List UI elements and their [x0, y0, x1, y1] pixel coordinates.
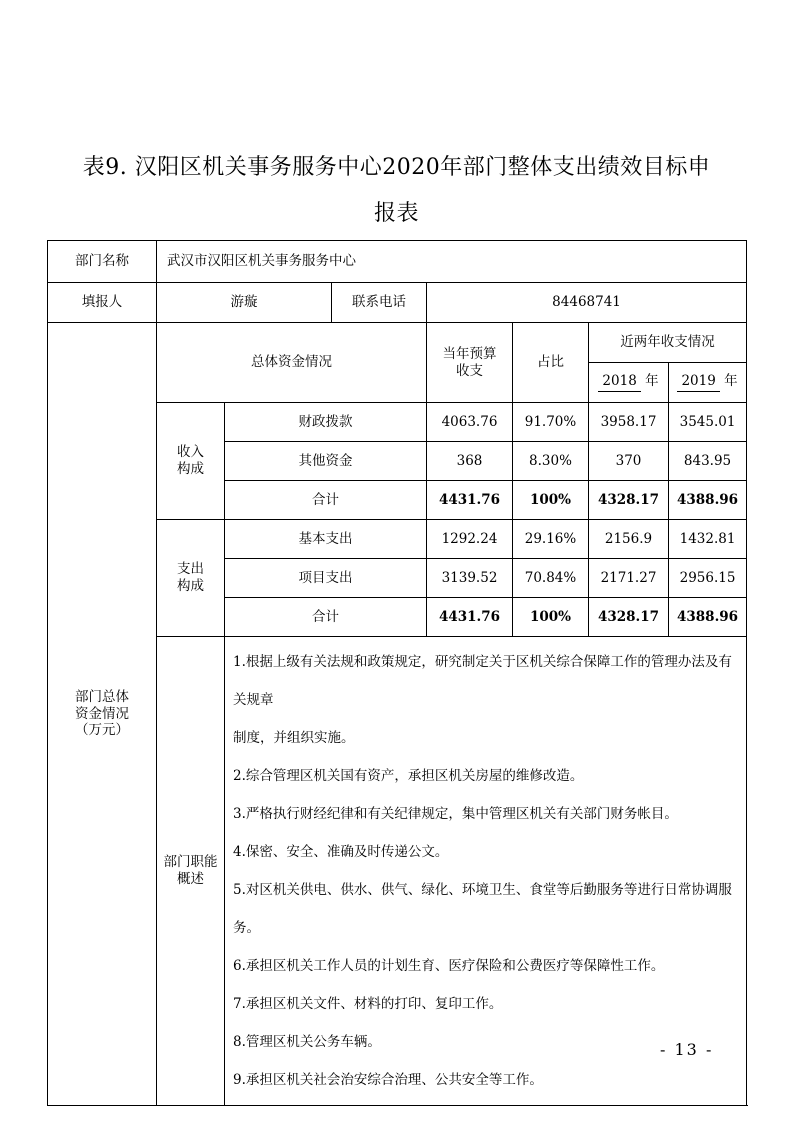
row-2018: 3958.17: [589, 403, 669, 442]
dept-label: 部门名称: [48, 241, 157, 283]
row-name: 财政拨款: [225, 403, 427, 442]
list-item: 3.严格执行财经纪律和有关纪律规定，集中管理区机关有关部门财务帐目。: [233, 806, 678, 822]
page-number: - 13 -: [660, 1040, 714, 1059]
funds-section-label-l1: 部门总体: [75, 688, 129, 705]
year-2019-value: 2019: [677, 373, 719, 392]
expense-label: [157, 520, 225, 637]
row-budget: 1292.24: [427, 520, 513, 559]
total-ratio: 100%: [513, 598, 589, 637]
year-2018-header: [589, 363, 669, 403]
year-2018-suffix: 年: [645, 373, 659, 390]
row-budget: 3139.52: [427, 559, 513, 598]
row-2019: 3545.01: [669, 403, 747, 442]
row-name: 其他资金: [225, 442, 427, 481]
row-ratio: 29.16%: [513, 520, 589, 559]
row-budget: 368: [427, 442, 513, 481]
filler-value: 游璇: [157, 283, 332, 323]
overall-funds-header: 总体资金情况: [157, 323, 427, 403]
row-budget: 4063.76: [427, 403, 513, 442]
row-2018: 2171.27: [589, 559, 669, 598]
total-2019: 4388.96: [669, 598, 747, 637]
list-item: 制度，并组织实施。: [233, 730, 355, 746]
year-2018-value: 2018: [598, 373, 640, 392]
year-2019-suffix: 年: [724, 373, 738, 390]
income-label-l1: 收入: [177, 444, 204, 461]
row-2018: 370: [589, 442, 669, 481]
total-name: 合计: [225, 481, 427, 520]
expense-label-l1: 支出: [177, 561, 204, 578]
row-ratio: 8.30%: [513, 442, 589, 481]
list-item: 6.承担区机关工作人员的计划生育、医疗保险和公费医疗等保障性工作。: [233, 958, 665, 974]
recent-years-header: 近两年收支情况: [589, 323, 747, 363]
performance-target-table: [47, 240, 747, 1106]
row-ratio: 91.70%: [513, 403, 589, 442]
income-label-l2: 构成: [177, 461, 204, 477]
duties-label: 部门职能概述: [157, 637, 225, 1106]
list-item: 5.对区机关供电、供水、供气、绿化、环境卫生、食堂等后勤服务等进行日常协调服务。: [233, 882, 732, 936]
list-item: 8.管理区机关公务车辆。: [233, 1034, 381, 1050]
list-item: 4.保密、安全、准确及时传递公文。: [233, 844, 449, 860]
row-name: 基本支出: [225, 520, 427, 559]
row-2019: 2956.15: [669, 559, 747, 598]
expense-label-l2: 构成: [177, 578, 204, 594]
dept-row: [48, 241, 747, 283]
ratio-header: 占比: [513, 323, 589, 403]
list-item: 1.根据上级有关法规和政策规定，研究制定关于区机关综合保障工作的管理办法及有关规章: [233, 654, 732, 708]
total-ratio: 100%: [513, 481, 589, 520]
total-budget: 4431.76: [427, 481, 513, 520]
row-ratio: 70.84%: [513, 559, 589, 598]
budget-header: [427, 323, 513, 403]
total-name: 合计: [225, 598, 427, 637]
filler-label: 填报人: [48, 283, 157, 323]
funds-section-label-l2: 资金情况: [75, 705, 129, 722]
row-2018: 2156.9: [589, 520, 669, 559]
funds-section-label-l3: （万元）: [75, 722, 129, 739]
row-name: 项目支出: [225, 559, 427, 598]
list-item: 9.承担区机关社会治安综合治理、公共安全等工作。: [233, 1072, 543, 1088]
total-2019: 4388.96: [669, 481, 747, 520]
page-title: 表9. 汉阳区机关事务服务中心2020年部门整体支出绩效目标申: [82, 155, 711, 180]
row-2019: 1432.81: [669, 520, 747, 559]
funds-section-label: [48, 323, 157, 1106]
list-item: 2.综合管理区机关国有资产，承担区机关房屋的维修改造。: [233, 768, 584, 784]
total-budget: 4431.76: [427, 598, 513, 637]
year-2019-header: [669, 363, 747, 403]
funds-header-row: [48, 323, 747, 363]
budget-header-l2: 收支: [456, 362, 483, 379]
phone-value: 84468741: [427, 283, 747, 323]
duties-list: [225, 637, 747, 1106]
total-2018: 4328.17: [589, 598, 669, 637]
total-2018: 4328.17: [589, 481, 669, 520]
phone-label: 联系电话: [332, 283, 427, 323]
income-label: [157, 403, 225, 520]
budget-header-l1: 当年预算: [442, 345, 497, 362]
filler-row: [48, 283, 747, 323]
row-2019: 843.95: [669, 442, 747, 481]
dept-value: 武汉市汉阳区机关事务服务中心: [157, 241, 747, 283]
list-item: 7.承担区机关文件、材料的打印、复印工作。: [233, 996, 503, 1012]
page-title-continued: 报表: [373, 201, 419, 226]
